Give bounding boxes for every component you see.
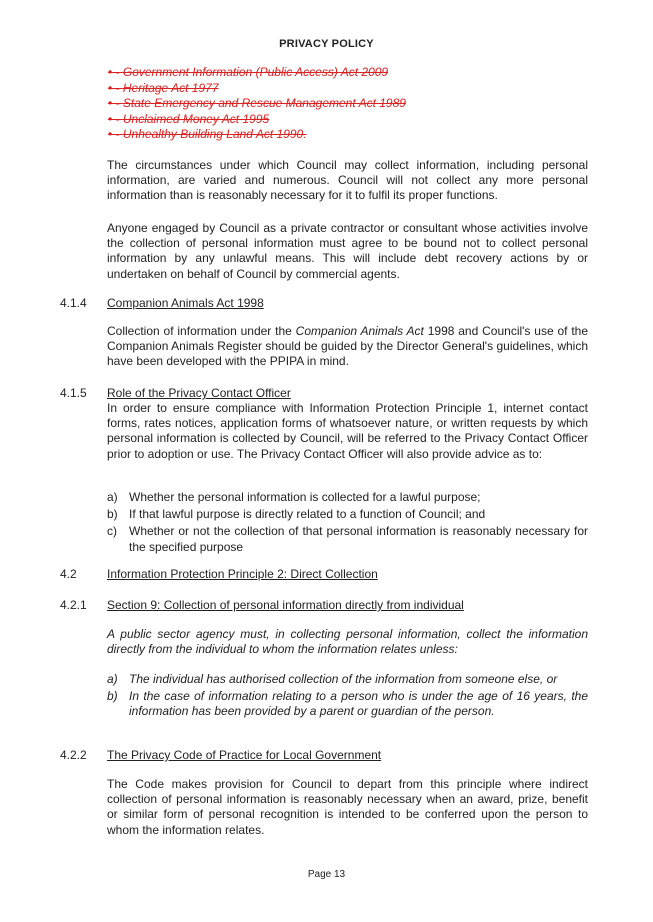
list-item: a) Whether the personal information is collected for a lawful purpose; <box>107 490 481 504</box>
list-item: • - Unhealthy Building Land Act 1990. <box>108 127 307 141</box>
exceptions-list <box>107 672 588 722</box>
section-heading: The Privacy Code of Practice for Local Government <box>107 748 382 762</box>
paragraph-code-of-practice: The Code makes provision for Council to depart from this principle where indirect collection of personal information is reasonably necessary when an award, prize, benefit or similar form of personal recognition is intended to be conferred upon the person to whom the information relates. <box>107 777 588 837</box>
section-heading: Role of the Privacy Contact Officer <box>107 386 291 400</box>
list-item: • - State Emergency and Rescue Management Act 1989 <box>108 96 406 110</box>
section-heading: Section 9: Collection of personal information directly from individual <box>107 598 464 612</box>
deleted-acts-list <box>108 65 406 143</box>
list-item: c) Whether or not the collection of that personal information is reasonably necessary for the specified purpose <box>107 524 588 554</box>
list-item: a) The individual has authorised collection of the information from someone else, or <box>107 672 558 686</box>
section-number: 4.1.5 <box>60 386 87 400</box>
paragraph-privacy-officer: In order to ensure compliance with Information Protection Principle 1, internet contact forms, rates notices, application forms of whatsoever nature, or written requests by which personal information is collected by Council, will be referred to the Privacy Contact Officer prior to adoption or use. The Privacy Contact Officer will also provide advice as to: <box>107 401 588 461</box>
advice-list <box>107 490 588 557</box>
list-item: • - Heritage Act 1977 <box>108 80 219 95</box>
paragraph-circumstances: The circumstances under which Council may collect information, including personal information, are varied and numerous. Council will not collect any more personal information than is reasonably necessary for it to fulfil its proper functions. <box>107 158 588 203</box>
list-item: b) If that lawful purpose is directly related to a function of Council; and <box>107 507 486 522</box>
section-number: 4.2.2 <box>60 748 87 762</box>
page-title: PRIVACY POLICY <box>279 38 374 50</box>
list-item: b) In the case of information relating to a person who is under the age of 16 years, the information has been provided by a parent or guardian of the person. <box>107 689 588 719</box>
paragraph-companion-animals: Collection of information under the Companion Animals Act 1998 and Council's use of the Companion Animals Register should be guided by the Director General's guidelines, which have been developed with the PPIPA in mind. <box>107 324 589 369</box>
paragraph-direct-collection-quote: A public sector agency must, in collecting personal information, collect the information directly from the individual to whom the information relates unless: <box>107 627 588 657</box>
section-heading: Information Protection Principle 2: Direct Collection <box>107 567 378 581</box>
list-item: • - Government Information (Public Access) Act 2009 <box>108 65 389 79</box>
list-item: • - Unclaimed Money Act 1995 <box>108 111 270 126</box>
page-number: Page 13 <box>307 869 346 880</box>
section-number: 4.1.4 <box>60 296 87 310</box>
paragraph-contractor: Anyone engaged by Council as a private contractor or consultant whose activities involve the collection of personal information must agree to be bound not to collect personal information by any unlawful means. This will include debt recovery actions by or undertaken on behalf of Council by commercial agents. <box>107 221 588 281</box>
section-number: 4.2.1 <box>60 598 87 612</box>
section-number: 4.2 <box>60 567 77 581</box>
section-heading: Companion Animals Act 1998 <box>107 296 264 310</box>
